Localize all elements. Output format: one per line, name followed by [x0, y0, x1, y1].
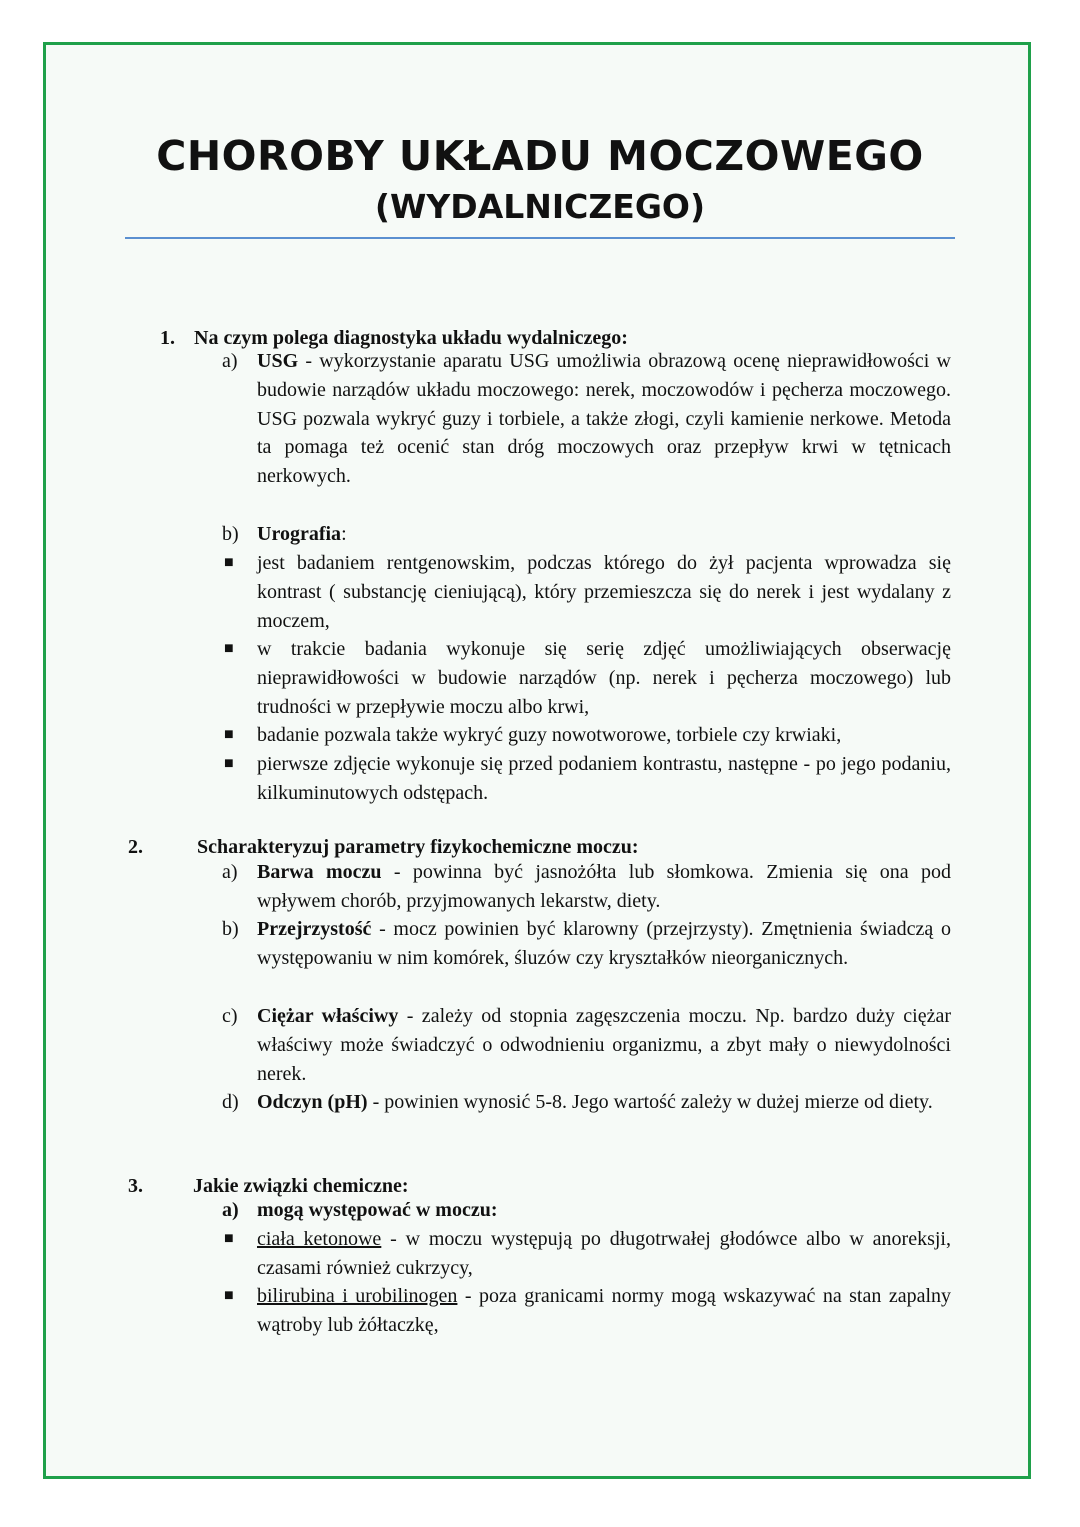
page-subtitle: (WYDALNICZEGO): [374, 187, 706, 226]
item-2c-label: c): [222, 1005, 238, 1027]
item-2a-barwa: [257, 858, 951, 916]
section-1-number: 1.: [160, 327, 175, 349]
section-2-number: 2.: [128, 836, 143, 858]
item-1b-label: b): [222, 523, 239, 545]
list-item: [257, 1282, 951, 1340]
item-1a-text: - wykorzystanie aparatu USG umożliwia obrazową ocenę nieprawidłowości w budowie narządów układu moczowego: nerek, moczowodów i pęcherza moczowego. USG pozwala wykryć guzy i torbiele, a także złogi, czyli kamienie nerkowe. Metoda ta pomaga też ocenić stan dróg moczowych oraz przepływ krwi w tętnicach nerkowych.: [257, 350, 951, 488]
section-2-heading: Scharakteryzuj parametry fizykochemiczne moczu:: [197, 836, 639, 858]
item-1b-term: Urografia: [257, 523, 342, 545]
item-1a-usg: [257, 347, 951, 491]
item-2c-term: Ciężar właściwy: [257, 1005, 399, 1027]
item-3a-heading: mogą występować w moczu:: [257, 1199, 498, 1221]
item-2b-term: Przejrzystość: [257, 918, 372, 940]
bullet-term-bilirubina: bilirubina i urobilinogen: [257, 1285, 458, 1307]
item-2b-przejrzystosc: [257, 915, 951, 973]
item-1a-term: USG: [257, 350, 299, 372]
list-item: badanie pozwala także wykryć guzy nowotworowe, torbiele czy krwiaki,: [257, 724, 842, 746]
page-title: CHOROBY UKŁADU MOCZOWEGO: [156, 132, 924, 180]
item-2a-term: Barwa moczu: [257, 861, 382, 883]
item-1b-suffix: :: [341, 523, 347, 545]
item-1b-urografia: [257, 520, 951, 549]
list-item: pierwsze zdjęcie wykonuje się przed podaniem kontrastu, następne - po jego podaniu, kilkuminutowych odstępach.: [257, 753, 951, 804]
square-bullet-icon: ■: [224, 1230, 234, 1247]
list-item: [257, 1225, 951, 1283]
title-underline: [125, 237, 955, 239]
square-bullet-icon: ■: [224, 726, 234, 743]
item-2a-label: a): [222, 861, 238, 883]
item-2c-text: - zależy od stopnia zagęszczenia moczu. Np. bardzo duży ciężar właściwy może świadczyć o odwodnieniu organizmu, a zbyt mały o niewydolności nerek.: [257, 1005, 952, 1085]
item-3a-label: a): [222, 1199, 239, 1221]
item-2d-label: d): [222, 1091, 239, 1113]
item-2b-text: - mocz powinien być klarowny (przejrzysty). Zmętnienia świadczą o występowaniu w nim komórek, śluzów czy kryształków nieorganicznych.: [257, 918, 951, 969]
square-bullet-icon: ■: [224, 554, 234, 571]
item-2a-text: - powinna być jasnożółta lub słomkowa. Zmienia się ona pod wpływem chorób, przyjmowanych lekarstw, diety.: [257, 861, 951, 912]
item-2d-term: Odczyn (pH): [257, 1091, 368, 1113]
bullet-term-ketony: ciała ketonowe: [257, 1228, 382, 1250]
section-3-heading: Jakie związki chemiczne:: [193, 1175, 409, 1197]
section-3-number: 3.: [128, 1175, 143, 1197]
list-item: w trakcie badania wykonuje się serię zdjęć umożliwiających obserwację nieprawidłowości w budowie narządów (np. nerek i pęcherza moczowego) lub trudności w przepływie moczu albo krwi,: [257, 638, 951, 718]
item-1a-label: a): [222, 350, 238, 372]
square-bullet-icon: ■: [224, 1287, 234, 1304]
item-2d-text: - powinien wynosić 5-8. Jego wartość zależy w dużej mierze od diety.: [367, 1091, 933, 1113]
title-block: [125, 130, 955, 232]
item-2d-odczyn: [257, 1088, 951, 1117]
list-item: jest badaniem rentgenowskim, podczas którego do żył pacjenta wprowadza się kontrast ( substancję cieniującą), który przemieszcza się do nerek i jest wydalany z moczem,: [257, 552, 951, 632]
bullet-text-ketony: - w moczu występują po długotrwałej głodówce albo w anoreksji, czasami również cukrzycy,: [257, 1228, 951, 1279]
item-2b-label: b): [222, 918, 239, 940]
item-2c-ciezar: [257, 1002, 951, 1088]
section-1-heading: Na czym polega diagnostyka układu wydalniczego:: [194, 327, 628, 349]
square-bullet-icon: ■: [224, 755, 234, 772]
bullet-text-bilirubina: - poza granicami normy mogą wskazywać na stan zapalny wątroby lub żółtaczkę,: [257, 1285, 951, 1336]
square-bullet-icon: ■: [224, 640, 234, 657]
